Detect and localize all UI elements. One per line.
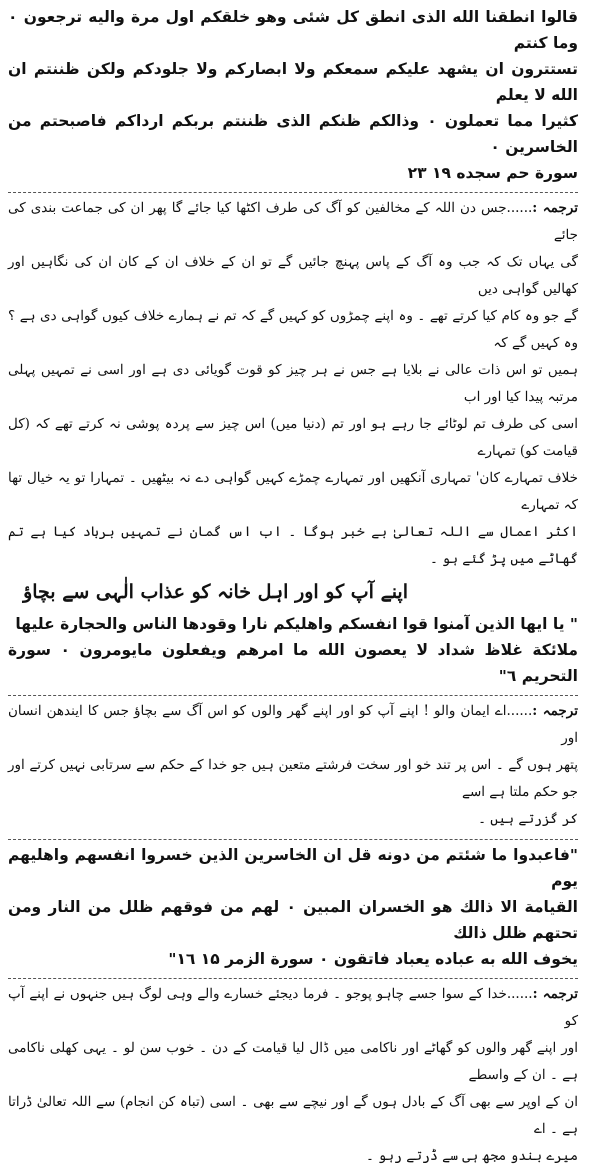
verse-2-arabic [8, 611, 578, 689]
verse-1-arabic [8, 4, 578, 186]
translation-label: ترجمہ : [532, 703, 578, 719]
divider [8, 978, 578, 979]
divider [8, 695, 578, 696]
translation-text: ......جس دن اللہ کے مخالفین کو آگ کی طرف اکٹھا کیا جائے گا پھر ان کی جماعت بندی کی جائے [8, 200, 578, 243]
verse-line: " يا ايها الذين آمنوا قوا انفسكم واهليكم نارا وقودها الناس والحجارة عليها [15, 615, 578, 633]
translation-line: گے جو وہ کام کیا کرتے تھے ۔ وہ اپنے چمڑوں کو کہیں گے کہ تم نے ہمارے خلاف کیوں گواہی دی ہے ؟ وہ کہیں گے کہ [8, 308, 578, 351]
verse-line: تستترون ان يشهد عليكم سمعكم ولا ابصاركم ولا جلودكم ولكن ظننتم ان الله لا يعلم [8, 60, 578, 104]
translation-text: ......خدا کے سوا جسے چاہو پوجو ۔ فرما دیجئے خسارے والے وہی لوگ ہیں جنہوں نے اپنے آپ کو [8, 986, 578, 1029]
divider [8, 192, 578, 193]
translation-3-urdu [8, 981, 578, 1170]
translation-line: اسی کی طرف تم لوٹائے جا رہے ہو اور تم (دنیا میں) اس چیز سے پردہ پوشی نہ کرتے تھے کہ (کل قیامت کو) تمہارے [8, 416, 578, 459]
verse-line: ملائكة غلاظ شداد لا يعصون الله ما امرهم ويفعلون مايومرون ۰ سورة التحريم ٦" [8, 641, 578, 685]
translation-line: خلاف تمہارے کان' تمہاری آنکھیں اور تمہارے چمڑے کہیں گواہی دے نہ بیٹھیں ۔ تمہارا تو یہ خیال تھا کہ تمہارے [8, 470, 578, 513]
translation-line: اکثر اعمال سے اللہ تعالیٰ بے خبر ہوگا ۔ اب اس گمان نے تمہیں برباد کیا ہے تم گھاٹے میں پڑ گئے ہو ۔ [8, 524, 578, 567]
translation-1-urdu [8, 195, 578, 573]
translation-line: پتھر ہوں گے ۔ اس پر تند خو اور سخت فرشتے متعین ہیں جو خدا کے حکم سے سرتابی نہیں کرتے اور جو حکم ملتا ہے اسے [8, 757, 578, 800]
translation-line [8, 195, 578, 249]
verse-line: كثيرا مما تعملون ۰ وذالكم ظنكم الذی ظننتم بربكم ارداكم فاصبحتم من الخاسرين ۰ [8, 112, 578, 156]
translation-label: ترجمہ : [532, 200, 578, 216]
translation-line: ان کے اوپر سے بھی آگ کے بادل ہوں گے اور نیچے سے بھی ۔ اسی (تباہ کن انجام) سے اللہ تعالیٰ ڈراتا ہے ۔ اے [8, 1094, 578, 1137]
translation-line [8, 698, 578, 752]
section-heading: اپنے آپ کو اور اہل خانہ کو عذاب الٰہی سے بچاؤ [23, 581, 408, 603]
translation-2-urdu [8, 698, 578, 833]
translation-text: ......اے ایمان والو ! اپنے آپ کو اور اپنے گھر والوں کو اس آگ سے بچاؤ جس کا ایندھن انسان اور [8, 703, 578, 746]
translation-line: کر گزرتے ہیں ۔ [478, 811, 578, 827]
translation-line: گی یہاں تک کہ جب وہ آگ کے پاس پہنچ جائیں گے تو ان کے خلاف ان کے کان ان کی نگاہیں اور کھالیں گواہی دیں [8, 254, 578, 297]
verse-line: قالوا انطقنا الله الذی انطق كل شئی وهو خلقكم اول مرة واليه ترجعون ۰ وما كنتم [8, 8, 578, 52]
translation-line: ہمیں تو اس ذات عالی نے بلایا ہے جس نے ہر چیز کو قوت گویائی دی ہے اور اسی نے تمہیں پہلی مرتبہ پیدا کیا اور اب [8, 362, 578, 405]
verse-line: "فاعبدوا ما شئتم من دونه قل ان الخاسرين الذين خسروا انفسهم واهليهم يوم [8, 846, 578, 890]
translation-line: اور اپنے گھر والوں کو گھاٹے اور ناکامی میں ڈال لیا قیامت کے دن ۔ خوب سن لو ۔ یہی کھلی ناکامی ہے ۔ ان کے واسطے [8, 1040, 578, 1083]
verse-line: القيامة الا ذالك هو الخسران المبين ۰ لهم من فوقهم ظلل من النار ومن تحتهم ظلل ذالك [8, 898, 578, 942]
verse-line: يخوف الله به عباده يعباد فاتقون ۰ سورة الزمر ۱۵ ۱٦" [168, 950, 578, 968]
translation-label: ترجمہ : [532, 986, 579, 1002]
translation-line [8, 981, 578, 1035]
verse-3-arabic [8, 842, 578, 972]
divider [8, 839, 578, 840]
verse-reference: سورة حم سجده ۱۹ ۲۳ [407, 164, 578, 182]
translation-line: میرے بندو مجھ ہی سے ڈرتے رہو ۔ [366, 1148, 578, 1164]
